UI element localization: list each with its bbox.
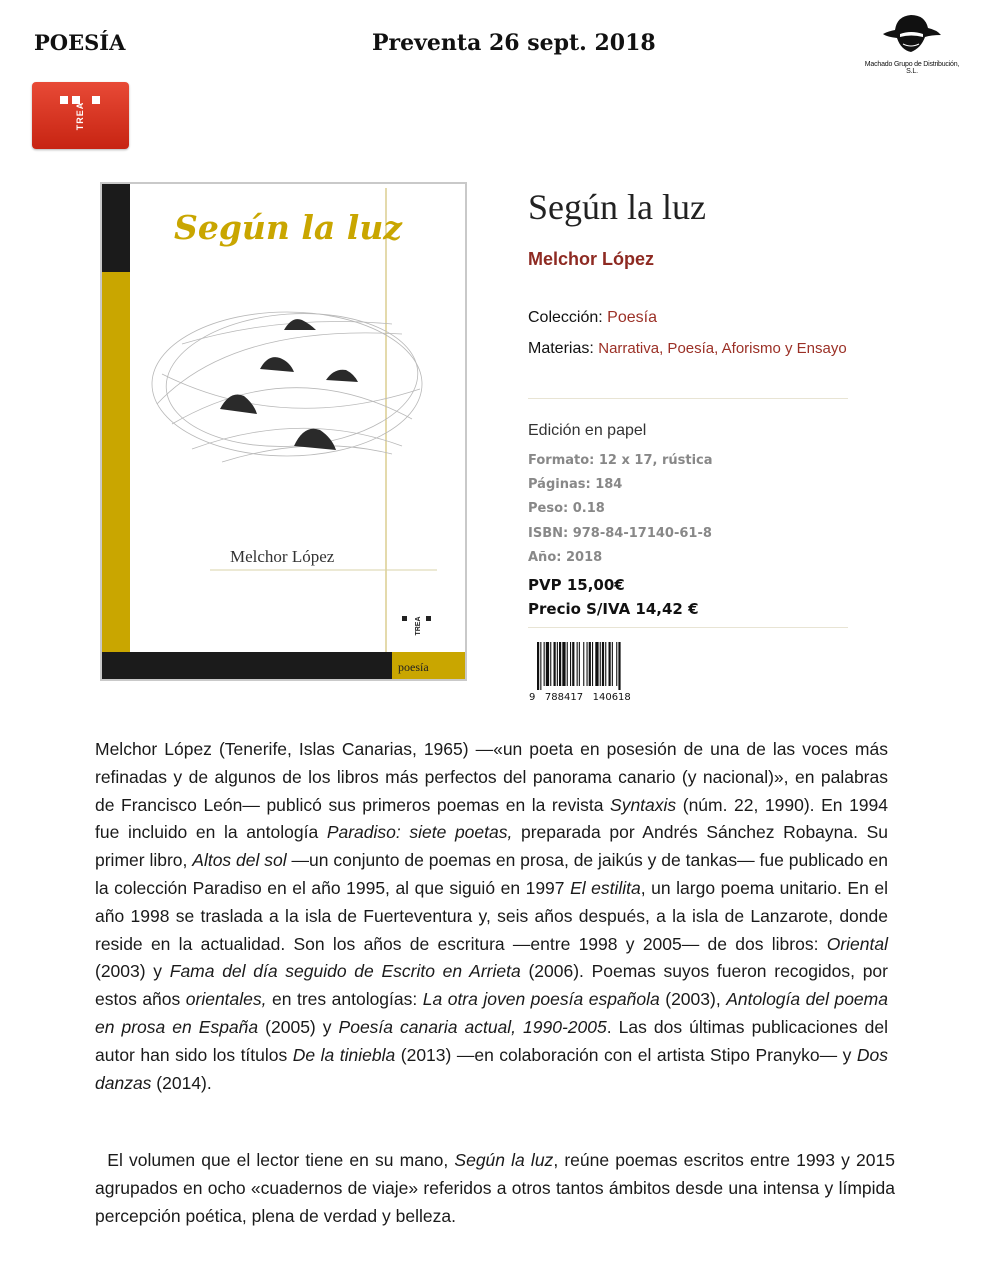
- italic-title: El estilita: [570, 877, 641, 898]
- italic-title: Syntaxis: [610, 794, 677, 815]
- collection-row: [528, 309, 657, 327]
- distributor-name: Machado Grupo de Distribución, S.L.: [864, 61, 960, 75]
- barcode-bar: [557, 642, 558, 686]
- text-run: , reúne poemas escritos entre 1993 y 2015 agrupados en ocho «cuadernos de viaje» referidos a otros tantos ámbitos desde una intensa y límpida percepción poética, plena de verdad y belleza.: [95, 1150, 895, 1226]
- edition-label: Edición en papel: [528, 422, 647, 439]
- category-heading: POESÍA: [34, 30, 126, 55]
- cover-illustration: [102, 184, 465, 679]
- text-run: —un conjunto de poemas en prosa, de jaikús y de tankas— fue publicado en la colección Paradiso en el año 1995, al que siguió en 1997: [95, 850, 888, 898]
- trea-logo: [32, 82, 129, 149]
- divider: [528, 398, 848, 399]
- cover-series: poesía: [398, 660, 429, 674]
- italic-title: Fama del día seguido de Escrito en Arrieta: [169, 961, 521, 982]
- distributor-logo: [862, 10, 962, 75]
- barcode-bar: [612, 642, 613, 686]
- trea-logo-text: TREA: [75, 101, 85, 131]
- barcode-bar: [600, 642, 601, 686]
- barcode-bar: [583, 642, 584, 686]
- text-run: , un largo poema unitario. En el año 1998 se traslada a la isla de Fuerteventura y, seis años después, a la isla de Lanzarote, donde reside en la actualidad. Son los años de escritura —entre 1998 y 2005— de dos libros:: [95, 877, 888, 954]
- italic-title: Oriental: [826, 933, 888, 954]
- barcode-bar: [592, 642, 593, 686]
- book-title: Según la luz: [528, 187, 706, 227]
- barcode-bar: [554, 642, 556, 686]
- spec-year: Año: 2018: [528, 550, 603, 565]
- isbn-barcode: [528, 640, 658, 702]
- hat-man-icon: [881, 10, 943, 60]
- italic-title: De la tiniebla: [292, 1044, 396, 1065]
- italic-title: Paradiso: siete poetas,: [326, 822, 513, 843]
- subjects-links[interactable]: Narrativa, Poesía, Aforismo y Ensayo: [598, 340, 847, 357]
- text-run: (2003) y: [95, 961, 170, 982]
- text-run: Melchor López (Tenerife, Islas Canarias, 1965) —«un poeta en posesión de una de las voces más refinadas y de algunos de los libros más perfectos del panorama canario (y nacional)», en palabras de Francisco León— publicó sus primeros poemas en la revista: [95, 739, 888, 815]
- barcode-bar: [618, 642, 620, 690]
- cover-title: Según la luz: [174, 208, 403, 247]
- price-no-vat: Precio S/IVA 14,42 €: [528, 600, 699, 618]
- barcode-bar: [587, 642, 588, 686]
- barcode-bar: [550, 642, 551, 686]
- text-run: (2005) y: [258, 1016, 339, 1037]
- barcode-bar: [562, 642, 565, 686]
- italic-title: Dos danzas: [95, 1044, 889, 1093]
- barcode-bar: [605, 642, 606, 686]
- barcode-bar: [544, 642, 545, 686]
- trea-logo-mark: [32, 82, 129, 149]
- italic-title: Poesía canaria actual, 1990-2005: [338, 1016, 607, 1037]
- barcode-bar: [540, 642, 541, 690]
- subjects-label: Materias:: [528, 340, 594, 357]
- barcode-bar: [546, 642, 549, 686]
- barcode-bar: [579, 642, 580, 686]
- subjects-row: [528, 340, 847, 358]
- text-run: (núm. 22, 1990). En 1994 fue incluido en la antología: [95, 794, 889, 843]
- barcode-bar: [572, 642, 574, 686]
- barcode-bar: [589, 642, 591, 686]
- barcode-bar: [570, 642, 571, 686]
- book-cover: [100, 182, 467, 681]
- text-run: (2013) —en colaboración con el artista Stipo Pranyko— y: [395, 1044, 857, 1065]
- cover-logo-text: TREA: [415, 616, 422, 636]
- text-run: (2006). Poemas suyos fueron recogidos, por estos años: [95, 961, 888, 1010]
- text-run: en tres antologías:: [266, 989, 423, 1010]
- italic-title: Según la luz: [454, 1150, 554, 1170]
- spec-weight: Peso: 0.18: [528, 501, 605, 516]
- cover-author: Melchor López: [230, 547, 335, 566]
- spec-format: Formato: 12 x 17, rústica: [528, 453, 713, 468]
- italic-title: orientales,: [185, 989, 267, 1010]
- barcode-bar: [609, 642, 611, 686]
- spec-isbn: ISBN: 978-84-17140-61-8: [528, 526, 712, 541]
- barcode-bar: [567, 642, 568, 686]
- barcode-bar: [616, 642, 617, 686]
- barcode-bar: [602, 642, 604, 686]
- text-run: (2014).: [151, 1072, 212, 1093]
- italic-title: Antología del poema en prosa en España: [95, 989, 888, 1037]
- text-run: . Las dos últimas publicaciones del autor han sido los títulos: [95, 1016, 888, 1065]
- description-paragraph-1: [95, 736, 888, 1097]
- text-run: preparada por Andrés Sánchez Robayna. Su primer libro,: [95, 822, 889, 871]
- description-paragraph-2: [95, 1146, 895, 1230]
- spec-pages: Páginas: 184: [528, 477, 623, 492]
- divider: [528, 627, 848, 628]
- collection-link[interactable]: Poesía: [607, 309, 657, 326]
- barcode-bar: [595, 642, 598, 686]
- text-run: El volumen que el lector tiene en su mano,: [95, 1150, 455, 1170]
- barcode-bar: [537, 642, 539, 690]
- collection-label: Colección:: [528, 309, 603, 326]
- barcode-bar: [559, 642, 561, 686]
- presale-heading: Preventa 26 sept. 2018: [372, 30, 656, 56]
- book-author: Melchor López: [528, 249, 655, 269]
- italic-title: Altos del sol: [192, 850, 287, 871]
- price-pvp: PVP 15,00€: [528, 576, 625, 594]
- italic-title: La otra joven poesía española: [422, 989, 660, 1010]
- barcode-digits: 9 788417 140618: [529, 692, 631, 702]
- barcode-bar: [577, 642, 578, 686]
- text-run: (2003),: [659, 989, 727, 1010]
